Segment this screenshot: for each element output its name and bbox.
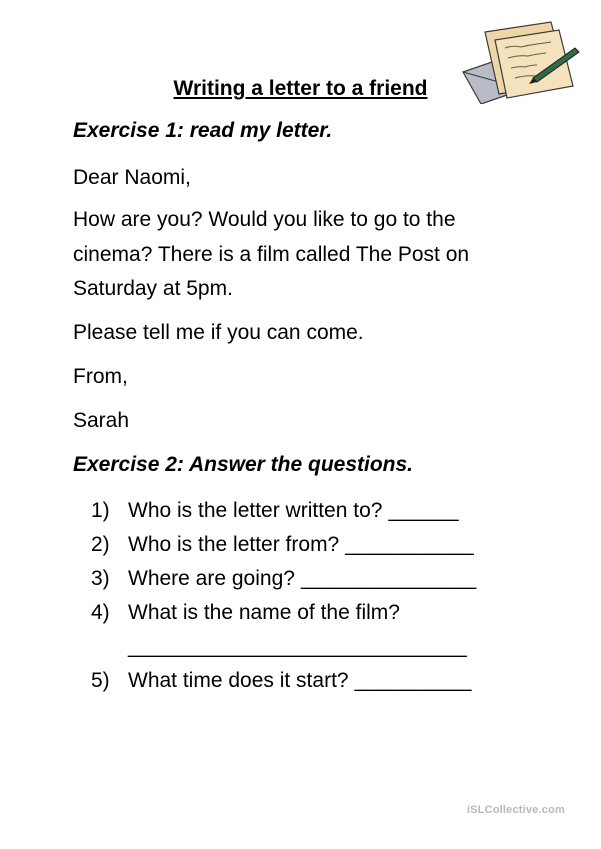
letter-greeting: Dear Naomi,: [73, 166, 191, 189]
question-continuation: [91, 630, 551, 664]
question-item: [91, 494, 551, 528]
exercise-1-heading: Exercise 1: read my letter.: [73, 119, 333, 142]
question-text: Who is the letter written to? ______: [128, 499, 459, 522]
answer-blank: ___________: [345, 533, 474, 556]
letter-body-line: Saturday at 5pm.: [73, 277, 233, 300]
question-text: What is the name of the film?: [128, 601, 400, 624]
question-number: 5): [91, 669, 110, 692]
question-number: 2): [91, 533, 110, 556]
answer-blank: _______________: [300, 567, 477, 590]
answer-blank: __________: [354, 669, 472, 692]
question-number: 3): [91, 567, 110, 590]
site-watermark: iSLCollective.com: [466, 804, 565, 816]
letter-signature: Sarah: [73, 409, 130, 432]
worksheet-title: Writing a letter to a friend: [173, 77, 428, 100]
question-number: 1): [91, 499, 110, 522]
question-text: Where are going? _______________: [128, 567, 477, 590]
question-item: [91, 528, 551, 562]
question-item: [91, 596, 551, 630]
letter-body-line: How are you? Would you like to go to the: [73, 208, 456, 231]
letter-request: Please tell me if you can come.: [73, 321, 364, 344]
question-text: What time does it start? __________: [128, 669, 472, 692]
question-list: [91, 494, 551, 698]
answer-blank-line: _____________________________: [128, 635, 467, 658]
letter-closing: From,: [73, 365, 128, 388]
question-number: 4): [91, 601, 110, 624]
answer-blank: ______: [388, 499, 459, 522]
question-item: [91, 562, 551, 596]
letter-body-line: cinema? There is a film called The Post on: [73, 242, 470, 266]
letter-body: [73, 203, 533, 307]
question-item: [91, 664, 551, 698]
question-text: Who is the letter from? ___________: [128, 533, 474, 556]
exercise-2-heading: Exercise 2: Answer the questions.: [73, 453, 414, 476]
